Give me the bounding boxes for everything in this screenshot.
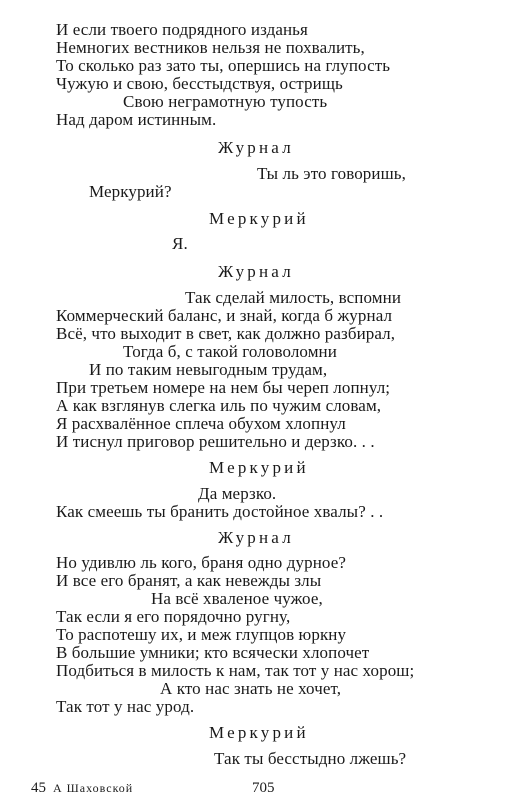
speaker-name: Меркурий bbox=[209, 723, 309, 742]
verse-line: Подбиться в милость к нам, так тот у нас хорош; bbox=[56, 661, 415, 680]
verse-line: Ты ль это говоришь, bbox=[257, 164, 406, 183]
verse-line: Коммерческий баланс, и знай, когда б журнал bbox=[56, 306, 393, 325]
verse-line: А кто нас знать не хочет, bbox=[160, 679, 342, 698]
verse-line: Чужую и свою, бесстыдствуя, острищь bbox=[56, 74, 343, 93]
verse-line: В большие умники; кто всячески хлопочет bbox=[56, 643, 370, 662]
verse-line: Я расхвалённое сплеча обухом хлопнул bbox=[56, 414, 346, 433]
verse-line: И если твоего подрядного изданья bbox=[56, 20, 308, 39]
verse-line: При третьем номере на нем бы череп лопнул; bbox=[56, 378, 391, 397]
printer-signature bbox=[31, 781, 133, 795]
verse-line: Так если я его порядочно ругну, bbox=[56, 607, 291, 626]
verse-line: Меркурий? bbox=[89, 182, 172, 201]
verse-line: На всё хваленое чужое, bbox=[151, 589, 323, 608]
verse-line: Тогда б, с такой головоломни bbox=[123, 342, 337, 361]
verse-line: То сколько раз зато ты, опершись на глупость bbox=[56, 56, 391, 75]
verse-line: Так тот у нас урод. bbox=[56, 697, 195, 716]
verse-line: И все его бранят, а как невежды злы bbox=[56, 571, 322, 590]
verse-line: Немногих вестников нельзя не похвалить, bbox=[56, 38, 365, 57]
verse-line: Как смеешь ты бранить достойное хвалы? . . bbox=[56, 502, 384, 521]
verse-line: Свою неграмотную тупость bbox=[123, 92, 328, 111]
verse-line: Всё, что выходит в свет, как должно разбирал, bbox=[56, 324, 396, 343]
verse-line: То распотешу их, и меж глупцов юркну bbox=[56, 625, 347, 644]
speaker-name: Журнал bbox=[218, 528, 294, 547]
signature-author: А Шаховской bbox=[53, 781, 134, 795]
speaker-name: Журнал bbox=[218, 262, 294, 281]
page-number: 705 bbox=[252, 780, 275, 796]
signature-number: 45 bbox=[31, 780, 46, 796]
verse-line: И тиснул приговор решительно и дерзко. . . bbox=[56, 432, 375, 451]
speaker-name: Меркурий bbox=[209, 458, 309, 477]
verse-line: Так ты бесстыдно лжешь? bbox=[214, 749, 407, 768]
verse-line: Так сделай милость, вспомни bbox=[185, 288, 402, 307]
verse-line: Над даром истинным. bbox=[56, 110, 217, 129]
verse-line: Я. bbox=[172, 234, 188, 253]
speaker-name: Меркурий bbox=[209, 209, 309, 228]
speaker-name: Журнал bbox=[218, 138, 294, 157]
verse-line: Да мерзко. bbox=[198, 484, 277, 503]
verse-line: И по таким невыгодным трудам, bbox=[89, 360, 328, 379]
verse-line: А как взглянув слегка иль по чужим словам, bbox=[56, 396, 382, 415]
verse-line: Но удивлю ль кого, браня одно дурное? bbox=[56, 553, 346, 572]
